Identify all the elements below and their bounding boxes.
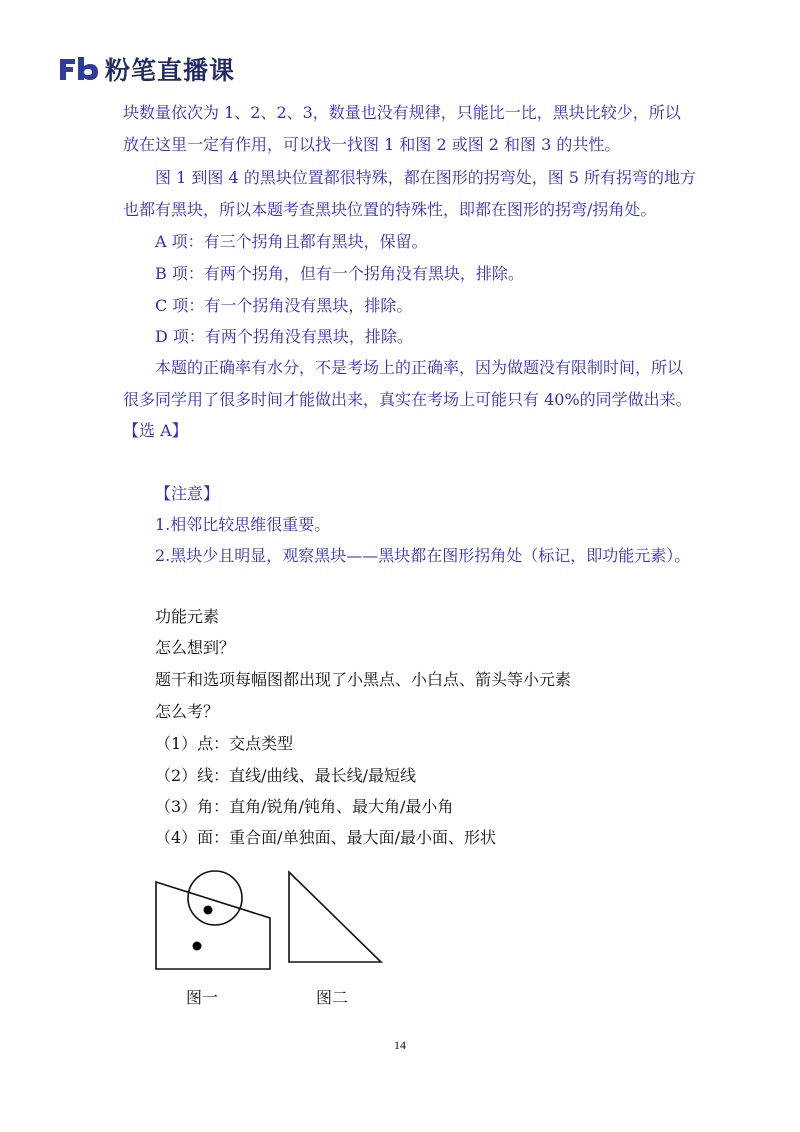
section-line-2: 怎么想到？ — [155, 638, 236, 657]
section-item-1: （1）点：交点类型 — [155, 734, 294, 753]
section-item-2: （2）线：直线/曲线、最长线/最短线 — [155, 766, 416, 785]
explanation-line-3: 图 1 到图 4 的黑块位置都很特殊，都在图形的拐弯处，图 5 所有拐弯的地方 — [155, 168, 697, 187]
explanation-line-1: 块数量依次为 1、2、2、3，数量也没有规律，只能比一比，黑块比较少，所以 — [123, 103, 681, 122]
option-d-line: D 项：有两个拐角没有黑块，排除。 — [155, 327, 413, 346]
note-title: 【注意】 — [155, 484, 220, 503]
figure-two — [289, 872, 381, 962]
figure-one-dot-1 — [204, 906, 213, 915]
section-item-3: （3）角：直角/锐角/钝角、最大角/最小角 — [155, 797, 454, 816]
section-line-4: 怎么考？ — [155, 702, 220, 721]
explanation-line-10: 很多同学用了很多时间才能做出来，真实在考场上可能只有 40%的同学做出来。 — [123, 390, 692, 409]
figure-one-dot-2 — [193, 942, 202, 951]
header-logo — [57, 52, 235, 86]
figure-one-circle — [188, 871, 242, 925]
section-item-4: （4）面：重合面/单独面、最大面/最小面、形状 — [155, 828, 496, 847]
logo-text: 粉笔直播课 — [105, 56, 236, 85]
answer-line: 【选 A】 — [123, 421, 188, 440]
option-c-line: C 项：有一个拐角没有黑块，排除。 — [155, 296, 413, 315]
page-number: 14 — [394, 1038, 406, 1052]
option-a-line: A 项：有三个拐角且都有黑块，保留。 — [155, 232, 428, 251]
note-item-1: 1.相邻比较思维很重要。 — [155, 515, 331, 534]
section-line-3: 题干和选项每幅图都出现了小黑点、小白点、箭头等小元素 — [155, 670, 572, 689]
explanation-line-9: 本题的正确率有水分，不是考场上的正确率，因为做题没有限制时间，所以 — [155, 358, 684, 377]
figure-two-triangle — [289, 872, 381, 962]
section-heading: 功能元素 — [155, 607, 220, 626]
option-b-line: B 项：有两个拐角，但有一个拐角没有黑块，排除。 — [155, 264, 524, 283]
note-item-2: 2.黑块少且明显，观察黑块——黑块都在图形拐角处（标记，即功能元素）。 — [155, 546, 691, 565]
explanation-line-2: 放在这里一定有作用，可以找一找图 1 和图 2 或图 2 和图 3 的共性。 — [123, 135, 621, 154]
figure-two-label: 图二 — [316, 988, 349, 1007]
fb-logo-icon — [57, 53, 101, 85]
figure-one-label: 图一 — [186, 988, 219, 1007]
figure-one — [156, 871, 270, 969]
explanation-line-4: 也都有黑块，所以本题考查黑块位置的特殊性，即都在图形的拐弯/拐角处。 — [123, 200, 657, 219]
